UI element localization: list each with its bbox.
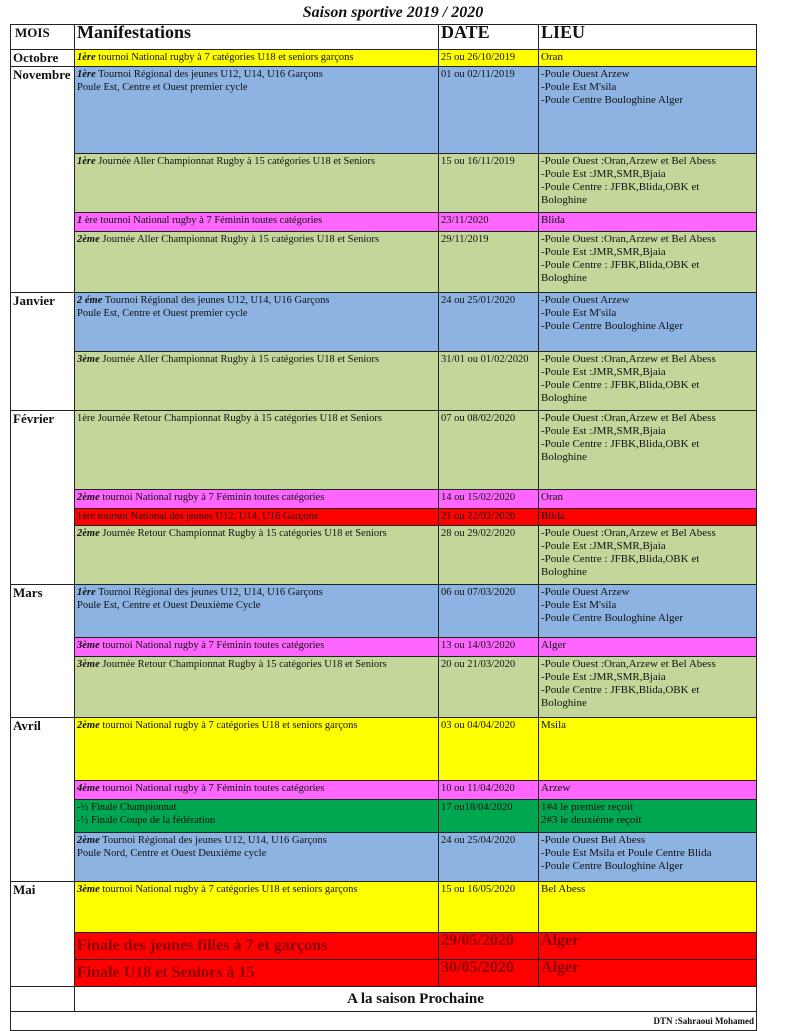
signature-row [11, 1012, 757, 1031]
header-row [11, 25, 757, 50]
lieu-cell [539, 154, 757, 213]
table-row [11, 509, 757, 526]
event-subline: Poule Est, Centre et Ouest premier cycle [77, 82, 248, 93]
lieu-line: Bologhine [541, 392, 587, 404]
lieu-cell [539, 781, 757, 800]
month-cell-avril [11, 718, 75, 882]
date-cell: 06 ou 07/03/2020 [439, 585, 539, 638]
ordinal-label: 2ème [77, 835, 100, 846]
event-label: 1ère tournoi National des jeunes U12, U14, U16 Garçons [77, 511, 318, 522]
event-label: tournoi National rugby à 7 Féminin toutes catégories [99, 492, 325, 503]
final-label: Finale U18 et Seniors à 15 [75, 960, 439, 987]
date-cell: 24 ou 25/04/2020 [439, 833, 539, 882]
lieu-line: Blida [541, 510, 565, 522]
manifestation-cell [75, 154, 439, 213]
manifestation-cell [75, 232, 439, 293]
lieu-line: -Poule Ouest :Oran,Arzew et Bel Abess [541, 233, 716, 245]
event-label: 1ère Journée Retour Championnat Rugby à 15 catégories U18 et Seniors [77, 413, 383, 424]
manifestation-cell [75, 657, 439, 718]
lieu-line: -Poule Centre : JFBK,Blida,OBK et [541, 181, 700, 193]
date-cell: 23/11/2020 [439, 213, 539, 232]
lieu-line: -Poule Est :JMR,SMR,Bjaia [541, 540, 666, 552]
event-label: Journée Aller Championnat Rugby à 15 catégories U18 et Seniors [95, 156, 376, 167]
lieu-cell [539, 509, 757, 526]
event-label: tournoi National rugby à 7 catégories U18 et seniors garçons [99, 884, 358, 895]
lieu-line: -Poule Centre : JFBK,Blida,OBK et [541, 438, 700, 450]
lieu-line: 2#3 le deuxième reçoit [541, 814, 642, 826]
final-date: 29/05/2020 [439, 933, 539, 960]
event-label: tournoi National rugby à 7 catégories U18 et seniors garçons [95, 52, 354, 63]
table-row [11, 154, 757, 213]
header-manifestations: Manifestations [75, 25, 439, 50]
lieu-cell [539, 585, 757, 638]
lieu-line: -Poule Ouest Arzew [541, 68, 630, 80]
lieu-line: Arzew [541, 782, 571, 794]
event-label: tournoi National rugby à 7 Féminin toutes catégories [99, 640, 325, 651]
table-row [11, 718, 757, 781]
final-lieu: Alger [539, 960, 757, 987]
final-row [11, 933, 757, 960]
ordinal-label: 1ère [77, 52, 96, 63]
lieu-line: -Poule Ouest Arzew [541, 294, 630, 306]
manifestation-cell [75, 718, 439, 781]
header-date: DATE [439, 25, 539, 50]
final-row [11, 960, 757, 987]
date-cell: 15 ou 16/11/2019 [439, 154, 539, 213]
lieu-line: -Poule Est M'sila [541, 599, 617, 611]
lieu-line: -Poule Centre Bouloghine Alger [541, 612, 684, 624]
lieu-line: -Poule Est :JMR,SMR,Bjaia [541, 168, 666, 180]
lieu-cell [539, 213, 757, 232]
table-row [11, 352, 757, 411]
month-label: Mars [13, 585, 43, 600]
lieu-cell [539, 526, 757, 585]
event-label: Journée Aller Championnat Rugby à 15 catégories U18 et Seniors [99, 234, 380, 245]
lieu-line: -Poule Centre : JFBK,Blida,OBK et [541, 553, 700, 565]
ordinal-label: 2ème [77, 528, 100, 539]
final-label: Finale des jeunes filles à 7 et garçons [75, 933, 439, 960]
month-label: Novembre [13, 67, 71, 82]
lieu-line: -Poule Ouest Bel Abess [541, 834, 646, 846]
lieu-line: Blida [541, 214, 565, 226]
lieu-cell [539, 352, 757, 411]
month-label: Octobre [13, 50, 59, 65]
manifestation-cell [75, 882, 439, 933]
lieu-line: Msila [541, 719, 567, 731]
ordinal-label: 3ème [77, 354, 100, 365]
lieu-line: -Poule Centre : JFBK,Blida,OBK et [541, 379, 700, 391]
lieu-line: Oran [541, 491, 563, 503]
table-row [11, 490, 757, 509]
ordinal-label: 3ème [77, 659, 100, 670]
final-lieu: Alger [539, 933, 757, 960]
date-cell: 29/11/2019 [439, 232, 539, 293]
lieu-line: -Poule Ouest Arzew [541, 586, 630, 598]
lieu-cell [539, 411, 757, 490]
header-mois: MOIS [11, 25, 75, 50]
ordinal-label: 4ème [77, 783, 100, 794]
header-lieu: LIEU [539, 25, 757, 50]
month-label: Janvier [13, 293, 55, 308]
lieu-cell [539, 67, 757, 154]
manifestation-cell [75, 638, 439, 657]
table-row [11, 526, 757, 585]
table-row [11, 411, 757, 490]
closing-text: A la saison Prochaine [75, 987, 757, 1012]
lieu-cell [539, 490, 757, 509]
lieu-line: -Poule Est M'sila [541, 307, 617, 319]
lieu-line: -Poule Centre : JFBK,Blida,OBK et [541, 259, 700, 271]
lieu-cell [539, 50, 757, 67]
lieu-line: Bologhine [541, 272, 587, 284]
date-cell: 15 ou 16/05/2020 [439, 882, 539, 933]
manifestation-cell [75, 293, 439, 352]
closing-row [11, 987, 757, 1012]
month-cell-mars [11, 585, 75, 718]
table-row [11, 657, 757, 718]
lieu-line: -Poule Centre Bouloghine Alger [541, 320, 684, 332]
final-date: 30/05/2020 [439, 960, 539, 987]
month-cell-novembre [11, 67, 75, 293]
event-label: -½ Finale Championnat [77, 802, 177, 813]
table-row [11, 638, 757, 657]
manifestation-cell [75, 833, 439, 882]
lieu-cell [539, 657, 757, 718]
month-cell-fevrier [11, 411, 75, 585]
ordinal-label: 1ère [77, 69, 96, 80]
lieu-line: Bologhine [541, 451, 587, 463]
lieu-line: -Poule Est :JMR,SMR,Bjaia [541, 671, 666, 683]
date-cell: 25 ou 26/10/2019 [439, 50, 539, 67]
event-label: Tournoi Régional des jeunes U12, U14, U16 Garçons [95, 587, 323, 598]
manifestation-cell [75, 213, 439, 232]
manifestation-cell [75, 509, 439, 526]
month-cell-mai [11, 882, 75, 987]
lieu-line: -Poule Ouest :Oran,Arzew et Bel Abess [541, 527, 716, 539]
month-label: Avril [13, 718, 41, 733]
ordinal-label: 2ème [77, 720, 100, 731]
page-title: Saison sportive 2019 / 2020 [302, 4, 484, 21]
table-row [11, 882, 757, 933]
manifestation-cell [75, 800, 439, 833]
table-row [11, 50, 757, 67]
date-cell: 28 ou 29/02/2020 [439, 526, 539, 585]
ordinal-label: 3ème [77, 640, 100, 651]
date-cell: 14 ou 15/02/2020 [439, 490, 539, 509]
lieu-cell [539, 833, 757, 882]
lieu-cell [539, 718, 757, 781]
event-label: Tournoi Régional des jeunes U12, U14, U16 Garçons [99, 835, 327, 846]
table-row [11, 781, 757, 800]
manifestation-cell [75, 585, 439, 638]
ordinal-label: 1ère [77, 587, 96, 598]
lieu-line: -Poule Est :JMR,SMR,Bjaia [541, 425, 666, 437]
date-cell: 17 ou18/04/2020 [439, 800, 539, 833]
table-row [11, 585, 757, 638]
date-cell: 21 ou 22/02/2020 [439, 509, 539, 526]
date-cell: 10 ou 11/04/2020 [439, 781, 539, 800]
event-subline: Poule Nord, Centre et Ouest Deuxième cycle [77, 848, 267, 859]
date-cell: 13 ou 14/03/2020 [439, 638, 539, 657]
lieu-line: -Poule Est Msila et Poule Centre Blida [541, 847, 712, 859]
lieu-line: -Poule Ouest :Oran,Arzew et Bel Abess [541, 155, 716, 167]
lieu-cell [539, 232, 757, 293]
lieu-line: 1#4 le premier reçoit [541, 801, 633, 813]
lieu-line: -Poule Ouest :Oran,Arzew et Bel Abess [541, 412, 716, 424]
lieu-cell [539, 882, 757, 933]
manifestation-cell [75, 67, 439, 154]
lieu-line: -Poule Centre Bouloghine Alger [541, 860, 684, 872]
event-label: Journée Retour Championnat Rugby à 15 catégories U18 et Seniors [99, 528, 387, 539]
lieu-cell [539, 638, 757, 657]
lieu-line: Alger [541, 639, 567, 651]
date-cell: 07 ou 08/02/2020 [439, 411, 539, 490]
manifestation-cell [75, 50, 439, 67]
month-cell-janvier [11, 293, 75, 411]
table-row [11, 293, 757, 352]
lieu-line: -Poule Est M'sila [541, 81, 617, 93]
signature: DTN :Sahraoui Mohamed [11, 1012, 757, 1031]
manifestation-cell [75, 781, 439, 800]
event-subline: Poule Est, Centre et Ouest premier cycle [77, 308, 248, 319]
lieu-line: -Poule Centre Bouloghine Alger [541, 94, 684, 106]
event-label: Tournoi Régional des jeunes U12, U14, U16 Garçons [102, 295, 330, 306]
lieu-line: -Poule Ouest :Oran,Arzew et Bel Abess [541, 658, 716, 670]
lieu-line: Bologhine [541, 697, 587, 709]
date-cell: 20 ou 21/03/2020 [439, 657, 539, 718]
schedule-table [10, 24, 757, 1031]
table-row [11, 67, 757, 154]
ordinal-label: 2ème [77, 492, 100, 503]
month-label: Février [13, 411, 55, 426]
date-cell: 31/01 ou 01/02/2020 [439, 352, 539, 411]
table-row [11, 833, 757, 882]
lieu-line: -Poule Ouest :Oran,Arzew et Bel Abess [541, 353, 716, 365]
lieu-cell [539, 293, 757, 352]
lieu-line: -Poule Est :JMR,SMR,Bjaia [541, 366, 666, 378]
lieu-line: Oran [541, 51, 563, 63]
month-cell-octobre [11, 50, 75, 67]
table-row [11, 800, 757, 833]
manifestation-cell [75, 490, 439, 509]
lieu-line: -Poule Est :JMR,SMR,Bjaia [541, 246, 666, 258]
lieu-cell [539, 800, 757, 833]
event-label: ère tournoi National rugby à 7 Féminin toutes catégories [82, 215, 323, 226]
month-label: Mai [13, 882, 36, 897]
manifestation-cell [75, 526, 439, 585]
ordinal-label: 3ème [77, 884, 100, 895]
ordinal-label: 1 [77, 215, 83, 226]
date-cell: 03 ou 04/04/2020 [439, 718, 539, 781]
date-cell: 01 ou 02/11/2019 [439, 67, 539, 154]
date-cell: 24 ou 25/01/2020 [439, 293, 539, 352]
manifestation-cell [75, 411, 439, 490]
event-subline: -½ Finale Coupe de la fédération [77, 815, 216, 826]
ordinal-label: 2 éme [77, 295, 103, 306]
lieu-line: -Poule Centre : JFBK,Blida,OBK et [541, 684, 700, 696]
manifestation-cell [75, 352, 439, 411]
lieu-line: Bel Abess [541, 883, 586, 895]
event-subline: Poule Est, Centre et Ouest Deuxième Cycle [77, 600, 261, 611]
event-label: Journée Retour Championnat Rugby à 15 catégories U18 et Seniors [99, 659, 387, 670]
event-label: Journée Aller Championnat Rugby à 15 catégories U18 et Seniors [99, 354, 380, 365]
ordinal-label: 2ème [77, 234, 100, 245]
event-label: Tournoi Régional des jeunes U12, U14, U16 Garçons [95, 69, 323, 80]
lieu-line: Bologhine [541, 566, 587, 578]
event-label: tournoi National rugby à 7 Féminin toutes catégories [99, 783, 325, 794]
ordinal-label: 1ère [77, 156, 96, 167]
empty-cell [11, 987, 75, 1012]
table-row [11, 213, 757, 232]
table-row [11, 232, 757, 293]
lieu-line: Bologhine [541, 194, 587, 206]
event-label: tournoi National rugby à 7 catégories U18 et seniors garçons [99, 720, 358, 731]
